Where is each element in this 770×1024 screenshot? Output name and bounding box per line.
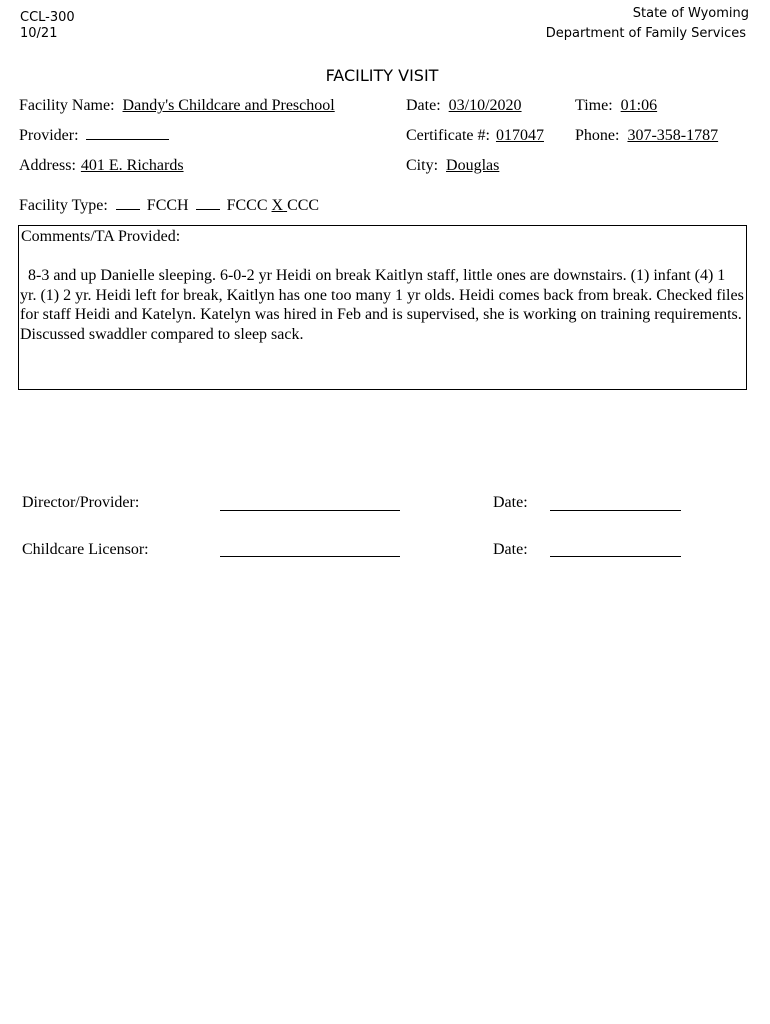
certificate-row [406,126,544,146]
phone-label: Phone: [575,127,620,144]
facility-type-ccc: CCC [287,197,320,214]
director-date-line [550,510,681,511]
facility-type-mark: X [271,197,284,214]
facility-name-value: Dandy's Childcare and Preschool [122,97,335,114]
date-label: Date: [406,97,441,114]
director-provider-label: Director/Provider: [22,494,140,511]
provider-label: Provider: [19,127,79,144]
comments-text [20,266,745,344]
state-name: State of Wyoming [632,6,749,21]
licensor-date-line [550,556,681,557]
phone-row [575,126,718,146]
provider-row [19,126,169,146]
facility-type-row [19,196,319,216]
form-number: CCL-300 [20,10,75,25]
childcare-licensor-label: Childcare Licensor: [22,541,149,558]
time-row [575,96,657,116]
time-label: Time: [575,97,613,114]
address-value: 401 E. Richards [80,157,184,174]
provider-value-blank [86,138,169,140]
department-name: Department of Family Services [545,26,746,41]
certificate-value: 017047 [495,127,544,144]
time-value: 01:06 [620,97,658,114]
licensor-signature-line [220,556,400,557]
comments-label: Comments/TA Provided: [21,228,181,245]
date-value: 03/10/2020 [448,97,522,114]
city-row [406,156,499,176]
facility-name-row [19,96,335,116]
phone-value: 307-358-1787 [627,127,719,144]
licensor-date-label: Date: [493,541,528,558]
certificate-label: Certificate #: [406,127,490,144]
city-label: City: [406,157,439,174]
address-label: Address: [19,157,76,174]
facility-name-label: Facility Name: [19,97,115,114]
comments-body: 8-3 and up Danielle sleeping. 6-0-2 yr Heidi on break Kaitlyn staff, little ones are downstairs. (1) infant (4) 1 yr. (1) 2 yr. Heidi left for break, Kaitlyn has one too many 1 yr olds. Heidi comes back from break. Checked files for staff Heidi and Katelyn. Katelyn was hired in Feb and is supervised, she is working on training requirements. Discussed swaddler compared to sleep sack. [20,267,744,343]
address-row [19,156,184,176]
city-value: Douglas [446,157,500,174]
facility-type-fcch: FCCH [146,197,189,214]
facility-type-label: Facility Type: [19,197,108,214]
form-date: 10/21 [20,26,58,41]
facility-type-fccc: FCCC [226,197,268,214]
director-signature-line [220,510,400,511]
comments-box [18,225,747,390]
page-title: FACILITY VISIT [325,66,439,85]
fcch-blank [116,208,140,210]
fccc-blank [196,208,220,210]
date-row [406,96,522,116]
director-date-label: Date: [493,494,528,511]
